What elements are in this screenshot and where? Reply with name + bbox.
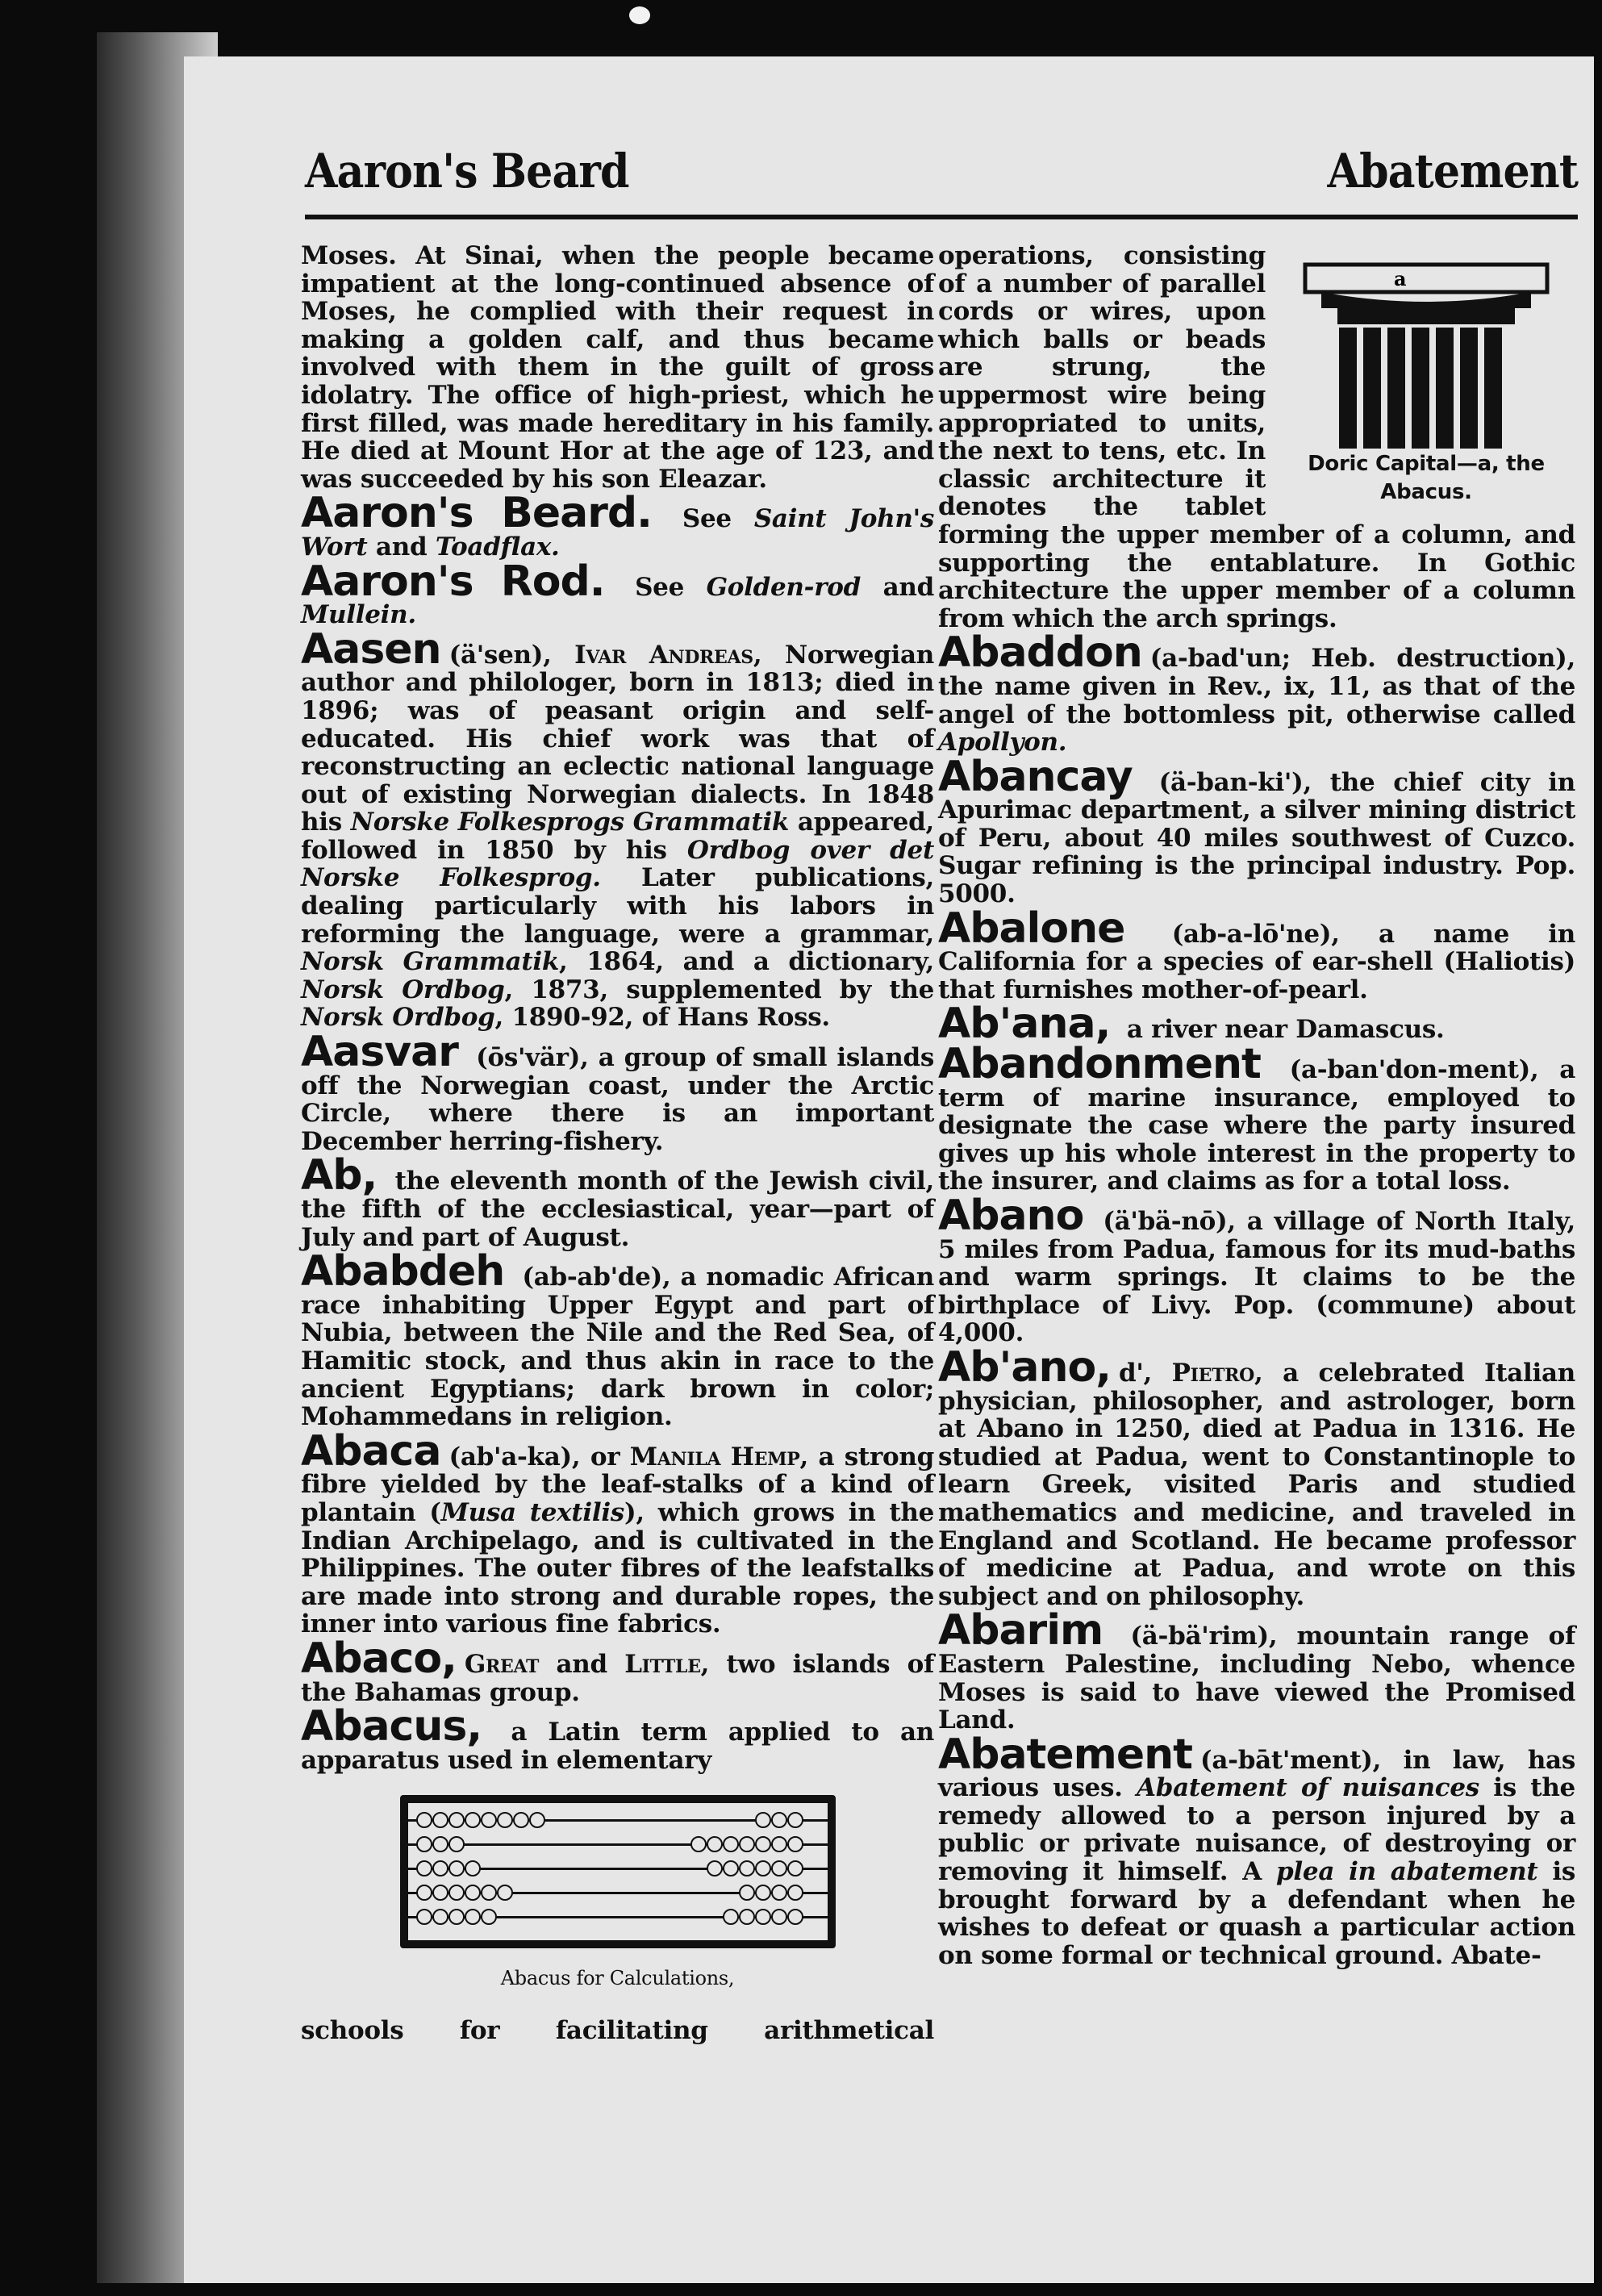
abacus-bead <box>416 1860 432 1876</box>
entry-abalone: Abalone (ab-a-lō'ne), a name in California for a species of ear-shell (Haliotis) that furnishes mother-of-pearl. <box>938 904 1575 1004</box>
headword: Abandonment <box>938 1040 1261 1089</box>
entry-moses-continued: Moses. At Sinai, when the people became impatient at the long-continued absence of Moses, he complied with their request in making a golden calf, and thus became involved with them in the guilt of gross idolatry. The office of high-priest, which he first filled, was made hereditary in his family. He died at Mount Hor at the age of 123, and was succeeded by his son Eleazar. <box>301 241 934 494</box>
headword: Abano <box>938 1192 1084 1240</box>
entry-abatement: Abatement (a-bāt'ment), in law, has various uses. Abatement of nuisances is the remedy allowed to a person injured by a public or private nuisance, of destroying or removing it himself. A plea in abatement is brought forward by a defendant when he wishes to defeat or quash a particular action on some formal or technical ground. Abate- <box>938 1730 1576 1970</box>
abacus-bead <box>432 1836 448 1852</box>
abacus-bead <box>416 1836 432 1852</box>
running-head-left: Aaron's Beard <box>305 144 629 198</box>
abacus-bead <box>481 1909 497 1925</box>
abacus-bead <box>465 1885 481 1901</box>
abacus-bead <box>787 1860 803 1876</box>
right-column <box>938 242 1575 1972</box>
abacus-bead <box>755 1885 771 1901</box>
abacus-bead <box>723 1860 739 1876</box>
headword: Aasvar <box>301 1028 458 1077</box>
abacus-bead <box>432 1812 448 1828</box>
speck-mark <box>629 6 650 24</box>
headword: Ababdeh <box>301 1247 505 1296</box>
abacus-bead <box>771 1860 787 1876</box>
abacus-bead <box>739 1909 755 1925</box>
scanned-page <box>184 56 1594 2283</box>
continued-line: schools for facilitating arithmetical <box>301 2015 934 2045</box>
abacus-bead <box>787 1812 803 1828</box>
abacus-bead <box>432 1860 448 1876</box>
headword: Abarim <box>938 1606 1103 1655</box>
abacus-bead <box>690 1836 707 1852</box>
cross-reference: Golden-rod <box>706 572 861 602</box>
abacus-bead <box>739 1885 755 1901</box>
headword: Ab'ano, <box>938 1342 1111 1392</box>
entry-aasen: Aasen (ä'sen), Ivar Andreas, Norwegian author and philologer, born in 1813; died in 1896; was of peasant origin and self-educated. His chief work was that of reconstructing an eclectic national language out of existing Norwegian dialects. In 1848 his Norske Folkesprogs Grammatik appeared, followed in 1850 by his Ordbog over det Norske Folkesprog. Later publications, dealing particularly with his labors in reforming the language, were a grammar, Norsk Grammatik, 1864, and a dictionary, Norsk Ordbog, 1873, supplemented by the Norsk Ordbog, 1890-92, of Hans Ross. <box>301 624 935 1033</box>
abacus-bead <box>755 1836 771 1852</box>
abacus-bead <box>416 1909 432 1925</box>
entry-aasvar: Aasvar (ōs'vär), a group of small islands off the Norwegian coast, under the Arctic Circle, where there is an important December herring-fishery. <box>301 1028 935 1156</box>
abacus-bead <box>771 1812 787 1828</box>
abacus-bead <box>755 1812 771 1828</box>
abacus-bead <box>416 1812 432 1828</box>
cross-reference: Toadflax. <box>435 532 560 561</box>
abacus-bead <box>739 1836 755 1852</box>
cross-reference: Saint John's Wort <box>301 504 934 561</box>
abacus-bead <box>707 1836 723 1852</box>
abacus-bead <box>707 1860 723 1876</box>
header-rule <box>305 215 1578 219</box>
abacus-bead <box>787 1836 803 1852</box>
abacus-bead <box>771 1885 787 1901</box>
headword: Aasen <box>301 624 441 674</box>
entry-abacus-continued: a Doric Capital—a, the Abacus. operations, consisting of a number of parallel cords or wires, upon which balls or beads are strung, the uppermost wire being appropriated to units, the next to tens, etc. In classic architecture it denotes the tablet forming the upper member of a column, and supporting the entablature. In Gothic architecture the upper member of a column from which the arch springs. <box>938 241 1575 633</box>
abacus-bead <box>481 1812 497 1828</box>
abacus-bead <box>723 1836 739 1852</box>
entry-abarim: Abarim (ä-bä'rim), mountain range of Eastern Palestine, including Nebo, whence Moses is said to have viewed the Promised Land. <box>938 1606 1575 1735</box>
entry-abancay: Abancay (ä-ban-ki'), the chief city in Apurimac department, a silver mining district of Peru, about 40 miles southwest of Cuzco. Sugar refining is the principal industry. Pop. 5000. <box>938 752 1575 909</box>
abacus-bead <box>497 1812 513 1828</box>
abacus-bead <box>513 1812 529 1828</box>
entry-aarons-rod: Aaron's Rod. See Golden-rod and Mullein. <box>301 557 935 630</box>
headword: Ab, <box>301 1151 378 1200</box>
figure-caption: Doric Capital—a, the Abacus. <box>1308 452 1545 504</box>
headword: Abancay <box>938 752 1133 801</box>
abacus-bead <box>723 1909 739 1925</box>
headword: Abalone <box>938 904 1125 953</box>
abacus-bead <box>465 1860 481 1876</box>
abacus-bead <box>448 1909 465 1925</box>
entry-abano: Abano (ä'bä-nō), a village of North Italy, 5 miles from Padua, famous for its mud-baths and warm springs. It claims to be the birthplace of Livy. Pop. (commune) about 4,000. <box>938 1192 1575 1348</box>
entry-ababdeh: Ababdeh (ab-ab'de), a nomadic African race inhabiting Upper Egypt and part of Nubia, between the Nile and the Red Sea, of Hamitic stock, and thus akin in race to the ancient Egyptians; dark brown in color; Mohammedans in religion. <box>301 1247 934 1432</box>
entry-abaco: Abaco, Great and Little, two islands of the Bahamas group. <box>301 1634 934 1707</box>
abacus-bead <box>771 1836 787 1852</box>
headword: Abatement <box>938 1730 1193 1779</box>
entry-abacus: Abacus, a Latin term applied to an apparatus used in elementary <box>301 1702 934 1775</box>
headword: Abacus, <box>301 1702 482 1751</box>
abacus-bead <box>448 1885 465 1901</box>
headword: Aaron's Beard. <box>301 489 652 538</box>
abacus-bead <box>448 1812 465 1828</box>
abacus-bead <box>529 1812 545 1828</box>
abacus-figure <box>392 1795 844 1993</box>
figure-caption: Abacus for Calculations, <box>500 1967 735 1990</box>
running-head-right: Abatement <box>1327 144 1578 198</box>
abacus-bead <box>497 1885 513 1901</box>
left-column <box>301 242 934 2044</box>
doric-capital-illustration <box>1289 247 1563 449</box>
abacus-bead <box>755 1909 771 1925</box>
headword: Abaco, <box>301 1634 457 1683</box>
abacus-bead <box>787 1885 803 1901</box>
abacus-bead <box>448 1860 465 1876</box>
headword: Abaca <box>301 1426 441 1476</box>
abacus-bead <box>739 1860 755 1876</box>
doric-capital-figure <box>1277 247 1575 504</box>
entry-ab: Ab, the eleventh month of the Jewish civil, the fifth of the ecclesiastical, year—part of July and part of August. <box>301 1151 934 1252</box>
abacus-bead <box>432 1909 448 1925</box>
entry-abandonment: Abandonment (a-ban'don-ment), a term of marine insurance, employed to designate the case where the party insured gives up his whole interest in the property to the insurer, and claims as for a total loss. <box>938 1040 1575 1196</box>
abacus-bead <box>448 1836 465 1852</box>
abacus-bead <box>787 1909 803 1925</box>
abacus-bead <box>465 1909 481 1925</box>
abacus-bead <box>771 1909 787 1925</box>
abacus-bead <box>481 1885 497 1901</box>
entry-abana: Ab'ana, a river near Damascus. <box>938 1000 1445 1049</box>
abacus-bead <box>465 1812 481 1828</box>
abacus-bead <box>416 1885 432 1901</box>
abacus-bead <box>432 1885 448 1901</box>
abacus-illustration <box>400 1795 836 1948</box>
headword: Abaddon <box>938 628 1142 678</box>
abacus-bead <box>755 1860 771 1876</box>
entry-aarons-beard: Aaron's Beard. See Saint John's Wort and Toadflax. <box>301 489 934 561</box>
headword: Aaron's Rod. <box>301 557 605 606</box>
cross-reference: Mullein. <box>301 600 416 630</box>
entry-abaca: Abaca (ab'a-ka), or Manila Hemp, a strong fibre yielded by the leaf-stalks of a kind of plantain (Musa textilis), which grows in the Indian Archipelago, and is cultivated in the Philippines. The outer fibres of the leafstalks are made into strong and durable ropes, the inner into various fine fabrics. <box>301 1426 934 1639</box>
entry-abano-pietro: Ab'ano, d', Pietro, a celebrated Italian physician, philosopher, and astrologer, born at Abano in 1250, died at Padua in 1316. He studied at Padua, went to Constantinople to learn Greek, visited Paris and studied mathematics and medicine, and traveled in England and Scotland. He became professor of medicine at Padua, and wrote on this subject and on philosophy. <box>938 1342 1575 1611</box>
figure-label: a <box>1394 267 1407 290</box>
entry-abaddon: Abaddon (a-bad'un; Heb. destruction), the name given in Rev., ix, 11, as that of the angel of the bottomless pit, otherwise called Apollyon. <box>938 628 1575 758</box>
headword: Ab'ana, <box>938 1000 1111 1049</box>
